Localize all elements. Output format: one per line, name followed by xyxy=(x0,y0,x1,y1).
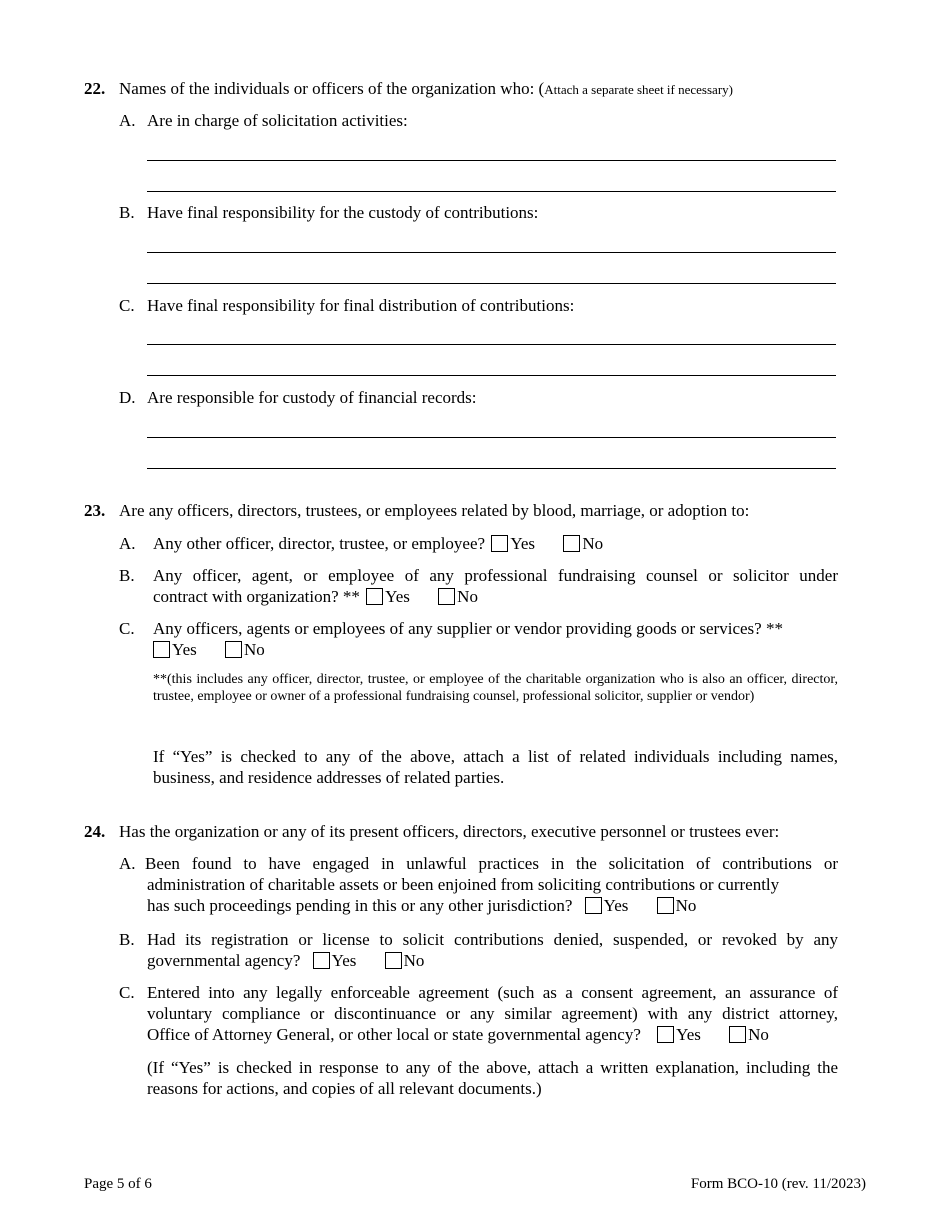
q22-b-answer-line-1[interactable] xyxy=(147,252,836,253)
form-id: Form BCO-10 (rev. 11/2023) xyxy=(690,1176,866,1192)
q22-a-answer-line-1[interactable] xyxy=(147,160,836,161)
q24-b-no-label: No xyxy=(403,951,425,970)
q24-b-yes-label: Yes xyxy=(331,951,357,970)
q23-a-no-checkbox[interactable] xyxy=(563,535,580,552)
q23-number: 23. xyxy=(84,501,106,520)
q24-c-line1: Entered into any legally enforceable agreement (such as a consent agreement, an assurance of xyxy=(147,983,838,1002)
q23-a-yes-label: Yes xyxy=(510,534,536,553)
q23-c-row xyxy=(153,618,838,660)
q23-b-yes-checkbox[interactable] xyxy=(366,588,383,605)
q22-c-letter: C. xyxy=(119,296,135,315)
q23-a-no-label: No xyxy=(582,534,604,553)
q24-a-yes-label: Yes xyxy=(603,896,629,915)
q24-b-letter: B. xyxy=(119,930,135,949)
q22-d-answer-line-2[interactable] xyxy=(147,468,836,469)
q23-c-yes-checkbox[interactable] xyxy=(153,641,170,658)
q23-b-letter: B. xyxy=(119,566,135,585)
q23-a-row xyxy=(153,533,603,554)
q23-b-yes-label: Yes xyxy=(385,587,410,606)
q22-c-label: Have final responsibility for final distribution of contributions: xyxy=(147,296,575,315)
q23-a-yes-checkbox[interactable] xyxy=(491,535,508,552)
q23-c-letter: C. xyxy=(119,619,135,638)
q24-c-no-label: No xyxy=(748,1025,769,1044)
q23-c-no-label: No xyxy=(244,640,265,659)
q24-a-line3: has such proceedings pending in this or any other jurisdiction? xyxy=(147,896,573,915)
q24-c-letter: C. xyxy=(119,983,135,1002)
q23-c-no-checkbox[interactable] xyxy=(225,641,242,658)
q23-b-no-label: No xyxy=(457,587,478,606)
q22-d-answer-line-1[interactable] xyxy=(147,437,836,438)
q24-a-no-checkbox[interactable] xyxy=(657,897,674,914)
q22-c-answer-line-1[interactable] xyxy=(147,344,836,345)
q23-c-line1: Any officers, agents or employees of any supplier or vendor providing goods or services? ** xyxy=(153,619,783,638)
q22-b-answer-line-2[interactable] xyxy=(147,283,836,284)
q24-c-yes-label: Yes xyxy=(676,1025,701,1044)
q24-b-row xyxy=(147,929,838,971)
q23-b-line1: Any officer, agent, or employee of any professional fundraising counsel or solicitor under xyxy=(153,566,838,585)
q24-b-no-checkbox[interactable] xyxy=(385,952,402,969)
q22-d-label: Are responsible for custody of financial records: xyxy=(147,388,477,407)
q24-c-line3: Office of Attorney General, or other local or state governmental agency? xyxy=(147,1025,641,1044)
q24-instruction: (If “Yes” is checked in response to any of the above, attach a written explanation, including the reasons for actions, and copies of all relevant documents.) xyxy=(147,1058,838,1098)
q24-b-line2: governmental agency? xyxy=(147,951,301,970)
q22-question: Names of the individuals or officers of the organization who: ( xyxy=(119,79,545,98)
q24-a-no-label: No xyxy=(675,896,697,915)
q24-a-line1: Been found to have engaged in unlawful practices in the solicitation of contributions or xyxy=(145,854,838,873)
q23-b-line2: contract with organization? ** xyxy=(153,587,360,606)
q22-a-answer-line-2[interactable] xyxy=(147,191,836,192)
q22-text xyxy=(119,78,733,100)
q24-a-letter: A. xyxy=(119,854,136,873)
q23-c-yes-label: Yes xyxy=(172,640,197,659)
q24-a-row xyxy=(145,853,838,916)
q22-d-letter: D. xyxy=(119,388,136,407)
page-number: Page 5 of 6 xyxy=(84,1176,152,1192)
q22-c-answer-line-2[interactable] xyxy=(147,375,836,376)
q24-c-row xyxy=(147,982,838,1045)
q24-c-no-checkbox[interactable] xyxy=(729,1026,746,1043)
q22-a-letter: A. xyxy=(119,111,136,130)
q24-b-line1: Had its registration or license to solicit contributions denied, suspended, or revoked by any xyxy=(147,930,838,949)
q22-number: 22. xyxy=(84,79,106,98)
q24-number: 24. xyxy=(84,822,106,841)
q23-b-row xyxy=(153,565,838,607)
q23-b-no-checkbox[interactable] xyxy=(438,588,455,605)
q24-c-line2: voluntary compliance or discontinuance or any similar agreement) with any district attorney, xyxy=(147,1004,838,1023)
q23-footnote: **(this includes any officer, director, trustee, or employee of the charitable organization who is also an officer, director, trustee, employee or owner of a professional fundraising counsel, professional solicitor, supplier or vendor) xyxy=(153,672,838,704)
q23-question: Are any officers, directors, trustees, or employees related by blood, marriage, or adoption to: xyxy=(119,501,750,520)
q22-a-label: Are in charge of solicitation activities: xyxy=(147,111,408,130)
q24-b-yes-checkbox[interactable] xyxy=(313,952,330,969)
q22-b-letter: B. xyxy=(119,203,135,222)
q22-b-label: Have final responsibility for the custody of contributions: xyxy=(147,203,539,222)
q23-a-text: Any other officer, director, trustee, or employee? xyxy=(153,534,486,553)
q24-a-line2: administration of charitable assets or been enjoined from soliciting contributions or currently xyxy=(147,875,780,894)
q22-note: Attach a separate sheet if necessary) xyxy=(544,82,733,97)
q23-instruction: If “Yes” is checked to any of the above, attach a list of related individuals including names, business, and residence addresses of related parties. xyxy=(153,747,838,787)
q23-a-letter: A. xyxy=(119,534,136,553)
q24-a-yes-checkbox[interactable] xyxy=(585,897,602,914)
q24-c-yes-checkbox[interactable] xyxy=(657,1026,674,1043)
q24-question: Has the organization or any of its present officers, directors, executive personnel or trustees ever: xyxy=(119,822,780,841)
